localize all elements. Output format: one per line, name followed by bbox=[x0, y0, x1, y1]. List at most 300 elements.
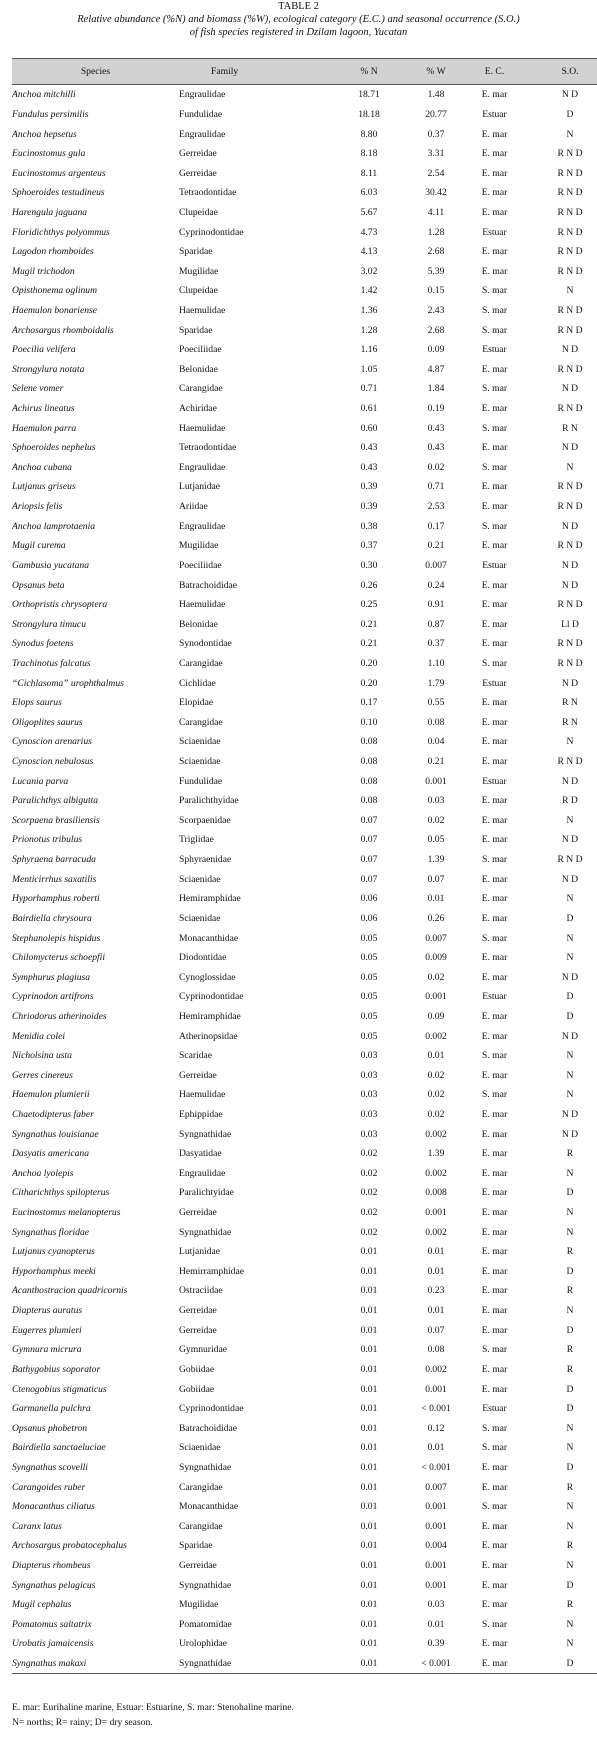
cell-ecological-category: E. mar bbox=[481, 736, 508, 748]
cell-percent-n: 0.71 bbox=[360, 383, 378, 395]
table-row bbox=[12, 1026, 597, 1046]
cell-species: Mugil trichodon bbox=[12, 265, 75, 277]
cell-species: Opsanus phobetron bbox=[12, 1422, 88, 1434]
cell-family: Tetraodontidae bbox=[179, 442, 237, 454]
cell-ecological-category: E. mar bbox=[481, 814, 508, 826]
table-row bbox=[12, 1281, 597, 1301]
cell-seasonal-occurrence: R N bbox=[562, 716, 578, 728]
cell-percent-w: 4.11 bbox=[427, 206, 445, 218]
cell-seasonal-occurrence: N bbox=[566, 1069, 574, 1081]
cell-species: Syngnathus pelagicus bbox=[12, 1579, 96, 1591]
cell-species: Strongylura timucu bbox=[12, 618, 86, 630]
cell-species: Diapterus rhombeus bbox=[12, 1560, 91, 1571]
cell-percent-w: 0.15 bbox=[427, 285, 445, 297]
cell-percent-n: 0.39 bbox=[360, 481, 378, 493]
cell-family: Gerreidae bbox=[179, 1560, 217, 1571]
cell-percent-n: 6.03 bbox=[360, 187, 378, 199]
table-row bbox=[12, 1007, 597, 1027]
cell-seasonal-occurrence: R N D bbox=[557, 226, 583, 238]
cell-seasonal-occurrence: R bbox=[566, 1148, 574, 1160]
cell-percent-n: 0.01 bbox=[360, 1599, 378, 1611]
cell-seasonal-occurrence: N D bbox=[561, 89, 579, 101]
cell-species: Trachinotus falcatus bbox=[12, 657, 91, 669]
cell-percent-w: 1.39 bbox=[427, 854, 445, 866]
cell-seasonal-occurrence: R N D bbox=[557, 187, 583, 199]
cell-family: Achiridae bbox=[179, 403, 217, 415]
cell-seasonal-occurrence: N bbox=[566, 1305, 574, 1317]
cell-percent-w: 0.07 bbox=[427, 1324, 445, 1336]
cell-species: Mugil cephalus bbox=[12, 1599, 72, 1611]
table-row bbox=[12, 458, 597, 478]
cell-percent-w: 1.48 bbox=[427, 89, 445, 101]
cell-ecological-category: E. mar bbox=[481, 540, 508, 552]
table-row bbox=[12, 536, 597, 556]
cell-seasonal-occurrence: N bbox=[566, 1618, 574, 1630]
table-row bbox=[12, 1105, 597, 1125]
cell-seasonal-occurrence: Ll D bbox=[561, 618, 579, 630]
cell-percent-w: 0.002 bbox=[425, 1128, 447, 1140]
cell-percent-w: 0.17 bbox=[427, 520, 445, 532]
cell-ecological-category: E. mar bbox=[481, 1383, 508, 1395]
cell-ecological-category: S. mar bbox=[481, 1050, 508, 1062]
cell-family: Diodontidae bbox=[179, 952, 227, 964]
cell-seasonal-occurrence: R N D bbox=[557, 324, 583, 336]
cell-species: Cynoscion arenarius bbox=[12, 736, 92, 748]
header-seasonal-occurrence: S.O. bbox=[519, 59, 597, 85]
cell-percent-n: 0.07 bbox=[360, 854, 378, 866]
cell-percent-w: 0.001 bbox=[425, 1520, 447, 1532]
table-row bbox=[12, 1320, 597, 1340]
cell-family: Sphyraenidae bbox=[179, 854, 232, 866]
cell-percent-n: 0.03 bbox=[360, 1089, 378, 1101]
table-footnote bbox=[12, 1700, 294, 1730]
cell-family: Haemulidae bbox=[179, 1089, 226, 1101]
cell-species: Bairdiella chrysoura bbox=[12, 912, 92, 924]
cell-family: Pomatomidae bbox=[179, 1618, 232, 1630]
cell-family: Cyprinodontidae bbox=[179, 226, 244, 238]
cell-percent-w: 0.001 bbox=[425, 775, 447, 787]
cell-percent-w: 0.009 bbox=[425, 952, 447, 964]
cell-species: Elops saurus bbox=[12, 697, 62, 709]
table-row bbox=[12, 967, 597, 987]
cell-percent-w: 0.43 bbox=[427, 422, 445, 434]
cell-seasonal-occurrence: D bbox=[566, 991, 574, 1003]
cell-seasonal-occurrence: R N D bbox=[557, 599, 583, 611]
cell-percent-n: 0.05 bbox=[360, 932, 378, 944]
cell-family: Ostraciidae bbox=[179, 1285, 223, 1297]
cell-percent-n: 0.01 bbox=[360, 1324, 378, 1336]
table-row bbox=[12, 1615, 597, 1635]
cell-family: Cyprinodontidae bbox=[179, 991, 244, 1003]
table-row bbox=[12, 830, 597, 850]
cell-species: Ariopsis felis bbox=[12, 501, 63, 513]
cell-seasonal-occurrence: D bbox=[566, 1461, 574, 1473]
footnote-categories: E. mar: Eurihaline marine, Estuar: Estuarine, S. mar: Stenohaline marine. bbox=[12, 1702, 294, 1713]
cell-percent-w: 0.001 bbox=[425, 1207, 447, 1219]
cell-seasonal-occurrence: N D bbox=[561, 834, 579, 846]
cell-seasonal-occurrence: N bbox=[566, 1207, 574, 1219]
cell-family: Monacanthidae bbox=[179, 932, 239, 944]
cell-percent-w: 0.09 bbox=[427, 1010, 445, 1022]
cell-family: Syngnathidae bbox=[179, 1128, 232, 1140]
cell-percent-n: 0.07 bbox=[360, 873, 378, 885]
cell-ecological-category: E. mar bbox=[481, 128, 508, 140]
cell-family: Gerreidae bbox=[179, 167, 217, 179]
cell-percent-w: 0.39 bbox=[427, 1638, 445, 1650]
cell-ecological-category: E. mar bbox=[481, 187, 508, 199]
table-row bbox=[12, 1340, 597, 1360]
cell-ecological-category: E. mar bbox=[481, 89, 508, 101]
cell-percent-n: 0.08 bbox=[360, 736, 378, 748]
cell-ecological-category: E. mar bbox=[481, 1324, 508, 1336]
table-row bbox=[12, 889, 597, 909]
cell-ecological-category: E. mar bbox=[481, 1579, 508, 1591]
cell-percent-n: 0.20 bbox=[360, 677, 378, 689]
cell-species: Archosargus rhomboidalis bbox=[12, 324, 114, 336]
cell-family: Sciaenidae bbox=[179, 912, 221, 924]
table-label: TABLE 2 bbox=[278, 1, 319, 12]
cell-percent-w: 0.08 bbox=[427, 1344, 445, 1356]
table-row bbox=[12, 1379, 597, 1399]
cell-percent-w: 1.10 bbox=[427, 657, 445, 669]
cell-percent-n: 0.01 bbox=[360, 1540, 378, 1552]
cell-percent-n: 0.01 bbox=[360, 1579, 378, 1591]
cell-percent-n: 0.01 bbox=[360, 1520, 378, 1532]
cell-percent-w: 2.43 bbox=[427, 305, 445, 316]
cell-percent-w: 0.01 bbox=[427, 1305, 445, 1317]
cell-family: Gobiidae bbox=[179, 1363, 215, 1375]
cell-ecological-category: Estuar bbox=[482, 559, 507, 571]
table-row bbox=[12, 1301, 597, 1321]
cell-family: Ariidae bbox=[179, 501, 208, 513]
cell-percent-n: 1.05 bbox=[360, 363, 378, 375]
cell-family: Hemiramphidae bbox=[179, 893, 241, 905]
cell-species: Archosargus probatocephalus bbox=[12, 1540, 127, 1552]
cell-percent-w: 0.04 bbox=[427, 736, 445, 748]
cell-ecological-category: E. mar bbox=[481, 618, 508, 630]
cell-seasonal-occurrence: R N D bbox=[557, 638, 583, 650]
cell-family: Gerreidae bbox=[179, 148, 217, 160]
cell-species: Syngnathus makaxi bbox=[12, 1654, 179, 1674]
cell-percent-w: 0.71 bbox=[427, 481, 445, 493]
cell-family: Cichlidae bbox=[179, 677, 216, 689]
cell-family: Mugilidae bbox=[179, 265, 219, 277]
cell-ecological-category: S. mar bbox=[481, 383, 508, 395]
table-row bbox=[12, 1595, 597, 1615]
cell-percent-w: 0.02 bbox=[427, 1108, 445, 1120]
cell-ecological-category: E. mar bbox=[481, 1167, 508, 1179]
cell-percent-w: 0.02 bbox=[427, 1069, 445, 1081]
cell-percent-w: 30.42 bbox=[425, 187, 447, 199]
cell-family: Cynoglossidae bbox=[179, 971, 236, 983]
cell-ecological-category: E. mar bbox=[481, 1540, 508, 1552]
cell-percent-n: 0.01 bbox=[360, 1285, 378, 1297]
cell-percent-n: 1.42 bbox=[360, 285, 378, 297]
cell-seasonal-occurrence: N bbox=[566, 1501, 574, 1513]
cell-percent-n: 0.01 bbox=[360, 1305, 378, 1317]
table-row bbox=[12, 948, 597, 968]
cell-family: Gymnuridae bbox=[179, 1344, 227, 1356]
table-row bbox=[12, 1164, 597, 1184]
cell-percent-n: 0.07 bbox=[360, 834, 378, 846]
cell-seasonal-occurrence: R N D bbox=[557, 854, 583, 866]
cell-family: Batrachoididae bbox=[179, 579, 238, 591]
cell-ecological-category: E. mar bbox=[470, 1654, 519, 1674]
cell-percent-n: 0.17 bbox=[360, 697, 378, 709]
table-row bbox=[12, 1634, 597, 1654]
cell-ecological-category: S. mar bbox=[481, 1618, 508, 1630]
cell-seasonal-occurrence: N D bbox=[561, 579, 579, 591]
cell-species: Nicholsina usta bbox=[12, 1050, 72, 1062]
table-row bbox=[12, 752, 597, 772]
cell-family: Lutjanidae bbox=[179, 481, 221, 493]
cell-ecological-category: E. mar bbox=[481, 912, 508, 924]
cell-ecological-category: E. mar bbox=[481, 638, 508, 650]
cell-ecological-category: E. mar bbox=[481, 716, 508, 728]
cell-species: Monacanthus ciliatus bbox=[12, 1501, 95, 1513]
cell-family: Mugilidae bbox=[179, 1599, 219, 1611]
cell-family: Gobiidae bbox=[179, 1383, 215, 1395]
cell-ecological-category: E. mar bbox=[481, 442, 508, 454]
cell-seasonal-occurrence: N D bbox=[561, 1128, 579, 1140]
cell-seasonal-occurrence: R N bbox=[562, 697, 578, 709]
cell-ecological-category: Estuar bbox=[482, 775, 507, 787]
cell-seasonal-occurrence: N bbox=[566, 1226, 574, 1238]
cell-species: Scorpaena brasiliensis bbox=[12, 814, 100, 826]
cell-family: Syngnathidae bbox=[179, 1226, 232, 1238]
cell-percent-n: 0.02 bbox=[360, 1148, 378, 1160]
table-row bbox=[12, 281, 597, 301]
table-row bbox=[12, 360, 597, 380]
cell-seasonal-occurrence: R N D bbox=[557, 305, 583, 316]
table-title-line-1: Relative abundance (%N) and biomass (%W), ecological category (E.C.) and seasonal occurrence (S.O.) bbox=[77, 14, 520, 25]
cell-species: Syngnathus floridae bbox=[12, 1226, 90, 1238]
table-row bbox=[12, 261, 597, 281]
cell-species: Chilomycterus schoepfii bbox=[12, 952, 105, 964]
table-row bbox=[12, 1203, 597, 1223]
table-row bbox=[12, 1144, 597, 1164]
cell-ecological-category: E. mar bbox=[481, 756, 508, 768]
table-row bbox=[12, 1222, 597, 1242]
cell-ecological-category: S. mar bbox=[481, 520, 508, 532]
cell-percent-w: 0.01 bbox=[427, 1050, 445, 1062]
cell-percent-w: 0.12 bbox=[427, 1422, 445, 1434]
table-row bbox=[12, 1242, 597, 1262]
table-row bbox=[12, 203, 597, 223]
table-row bbox=[12, 1536, 597, 1556]
cell-seasonal-occurrence: N D bbox=[561, 971, 579, 983]
cell-species: “Cichlasoma” urophthalmus bbox=[12, 677, 124, 689]
cell-percent-w: 0.002 bbox=[425, 1167, 447, 1179]
cell-seasonal-occurrence: N bbox=[566, 736, 574, 748]
cell-percent-w: 5.39 bbox=[427, 265, 445, 277]
cell-percent-w: 4.87 bbox=[427, 363, 445, 375]
cell-seasonal-occurrence: R N D bbox=[557, 403, 583, 415]
cell-percent-w: 0.008 bbox=[425, 1187, 447, 1199]
cell-seasonal-occurrence: R N D bbox=[557, 481, 583, 493]
cell-seasonal-occurrence: D bbox=[566, 1383, 574, 1395]
table-row bbox=[12, 144, 597, 164]
cell-percent-n: 0.03 bbox=[360, 1050, 378, 1062]
cell-family: Sciaenidae bbox=[179, 756, 221, 768]
cell-percent-n: 0.02 bbox=[360, 1226, 378, 1238]
table-row bbox=[12, 399, 597, 419]
cell-family: Carangidae bbox=[179, 1520, 223, 1532]
cell-percent-n: 0.01 bbox=[360, 1461, 378, 1473]
cell-percent-n: 0.06 bbox=[360, 893, 378, 905]
cell-species: Lagodon rhomboides bbox=[12, 246, 94, 258]
cell-seasonal-occurrence: R bbox=[566, 1481, 574, 1493]
cell-percent-n: 0.01 bbox=[360, 1403, 378, 1415]
header-family: Family bbox=[179, 59, 336, 85]
cell-ecological-category: E. mar bbox=[481, 971, 508, 983]
cell-percent-w: 0.03 bbox=[427, 1599, 445, 1611]
cell-family: Syngnathidae bbox=[179, 1461, 232, 1473]
cell-ecological-category: E. mar bbox=[481, 246, 508, 258]
cell-percent-w: 0.002 bbox=[425, 1363, 447, 1375]
cell-seasonal-occurrence: N bbox=[566, 285, 574, 297]
cell-percent-w: 0.37 bbox=[427, 638, 445, 650]
cell-species: Diapterus auratus bbox=[12, 1305, 83, 1317]
table-row bbox=[12, 183, 597, 203]
cell-ecological-category: E. mar bbox=[481, 1207, 508, 1219]
table-row bbox=[12, 673, 597, 693]
cell-seasonal-occurrence: R bbox=[566, 1599, 574, 1611]
header-species: Species bbox=[12, 59, 179, 85]
cell-family: Haemulidae bbox=[179, 599, 226, 611]
table-header-row bbox=[12, 59, 597, 85]
cell-percent-w: 0.19 bbox=[427, 403, 445, 415]
cell-species: Synodus foetens bbox=[12, 638, 74, 650]
cell-seasonal-occurrence: R N D bbox=[557, 657, 583, 669]
cell-ecological-category: E. mar bbox=[481, 1069, 508, 1081]
cell-seasonal-occurrence: N bbox=[566, 814, 574, 826]
cell-ecological-category: E. mar bbox=[481, 1520, 508, 1532]
cell-ecological-category: S. mar bbox=[481, 285, 508, 297]
table-row bbox=[12, 477, 597, 497]
cell-ecological-category: E. mar bbox=[481, 1305, 508, 1317]
cell-percent-w: 2.68 bbox=[427, 324, 445, 336]
table-row bbox=[12, 124, 597, 144]
cell-percent-n: 0.26 bbox=[360, 579, 378, 591]
cell-species: Floridichthys polyommus bbox=[12, 226, 110, 238]
table-row bbox=[12, 693, 597, 713]
cell-family: Sciaenidae bbox=[179, 736, 221, 748]
cell-family: Engraulidae bbox=[179, 1167, 226, 1179]
cell-percent-n: 8.80 bbox=[360, 128, 378, 140]
cell-percent-n: 4.73 bbox=[360, 226, 378, 238]
table-row bbox=[12, 987, 597, 1007]
table-row bbox=[12, 1497, 597, 1517]
table-row bbox=[12, 163, 597, 183]
cell-percent-n: 0.01 bbox=[360, 1265, 378, 1277]
cell-percent-n: 0.03 bbox=[360, 1069, 378, 1081]
cell-seasonal-occurrence: R N D bbox=[557, 756, 583, 768]
cell-percent-n: 0.08 bbox=[360, 756, 378, 768]
cell-seasonal-occurrence: D bbox=[566, 1324, 574, 1336]
cell-species: Citharichthys spilopterus bbox=[12, 1187, 110, 1199]
cell-species: Hyporhamphus roberti bbox=[12, 893, 100, 905]
table-row bbox=[12, 1418, 597, 1438]
cell-percent-w: 1.84 bbox=[427, 383, 445, 395]
cell-percent-w: 0.001 bbox=[425, 1501, 447, 1513]
cell-seasonal-occurrence: R N D bbox=[557, 167, 583, 179]
cell-seasonal-occurrence: N D bbox=[561, 677, 579, 689]
cell-percent-w: 3.31 bbox=[427, 148, 445, 160]
cell-species: Anchoa lamprotaenia bbox=[12, 520, 96, 532]
cell-percent-n: 0.01 bbox=[360, 1246, 378, 1258]
cell-family: Engraulidae bbox=[179, 128, 226, 140]
cell-species: Lutjanus griseus bbox=[12, 481, 76, 493]
cell-percent-w: 0.02 bbox=[427, 1089, 445, 1101]
cell-percent-n: 4.13 bbox=[360, 246, 378, 258]
table-row bbox=[12, 1399, 597, 1419]
cell-family: Paralichtyidae bbox=[179, 1187, 234, 1199]
cell-percent-n: 0.01 bbox=[360, 1501, 378, 1513]
table-row bbox=[12, 1458, 597, 1478]
table-row bbox=[12, 1575, 597, 1595]
cell-family: Gerreidae bbox=[179, 1324, 217, 1336]
table-row bbox=[12, 1262, 597, 1282]
cell-seasonal-occurrence: R bbox=[566, 1344, 574, 1356]
table-row bbox=[12, 811, 597, 831]
cell-species: Garmanella pulchra bbox=[12, 1403, 91, 1415]
cell-seasonal-occurrence: N D bbox=[561, 775, 579, 787]
table-row bbox=[12, 595, 597, 615]
cell-percent-w: 0.007 bbox=[425, 1481, 447, 1493]
cell-family: Scaridae bbox=[179, 1050, 213, 1062]
cell-ecological-category: E. mar bbox=[481, 697, 508, 709]
cell-species: Dasyatis americana bbox=[12, 1148, 90, 1160]
cell-ecological-category: E. mar bbox=[481, 1638, 508, 1650]
cell-family: Batrachoididae bbox=[179, 1422, 238, 1434]
cell-family: Urolophidae bbox=[179, 1638, 227, 1650]
table-row bbox=[12, 869, 597, 889]
cell-family: Cyprinodontidae bbox=[179, 1403, 244, 1415]
cell-family: Sciaenidae bbox=[179, 1442, 221, 1454]
cell-seasonal-occurrence: R N D bbox=[557, 148, 583, 160]
cell-ecological-category: Estuar bbox=[482, 226, 507, 238]
cell-percent-n: 0.01 bbox=[336, 1654, 402, 1674]
cell-seasonal-occurrence: N bbox=[566, 1560, 574, 1571]
cell-ecological-category: E. mar bbox=[481, 579, 508, 591]
cell-family: Haemulidae bbox=[179, 422, 226, 434]
cell-family: Sparidae bbox=[179, 1540, 213, 1552]
cell-ecological-category: S. mar bbox=[481, 324, 508, 336]
cell-percent-w: 0.91 bbox=[427, 599, 445, 611]
header-ecological-category: E. C. bbox=[470, 59, 519, 85]
cell-ecological-category: Estuar bbox=[482, 108, 507, 120]
cell-seasonal-occurrence: N D bbox=[561, 520, 579, 532]
cell-percent-n: 0.01 bbox=[360, 1363, 378, 1375]
cell-ecological-category: E. mar bbox=[481, 1363, 508, 1375]
table-row bbox=[12, 1516, 597, 1536]
cell-percent-w: 0.007 bbox=[425, 932, 447, 944]
cell-family: Triglidae bbox=[179, 834, 214, 846]
cell-species: Syngnathus scovelli bbox=[12, 1461, 88, 1473]
cell-family: Poeciliidae bbox=[179, 344, 222, 356]
cell-ecological-category: S. mar bbox=[481, 1344, 508, 1356]
cell-seasonal-occurrence: N bbox=[566, 893, 574, 905]
cell-ecological-category: E. mar bbox=[481, 1481, 508, 1493]
cell-percent-w: 0.001 bbox=[425, 1579, 447, 1591]
cell-percent-w: 0.21 bbox=[427, 756, 445, 768]
table-row bbox=[12, 320, 597, 340]
cell-percent-w: 2.54 bbox=[427, 167, 445, 179]
cell-ecological-category: E. mar bbox=[481, 167, 508, 179]
cell-percent-w: 0.001 bbox=[425, 1383, 447, 1395]
cell-family: Paralichthyidae bbox=[179, 795, 239, 807]
